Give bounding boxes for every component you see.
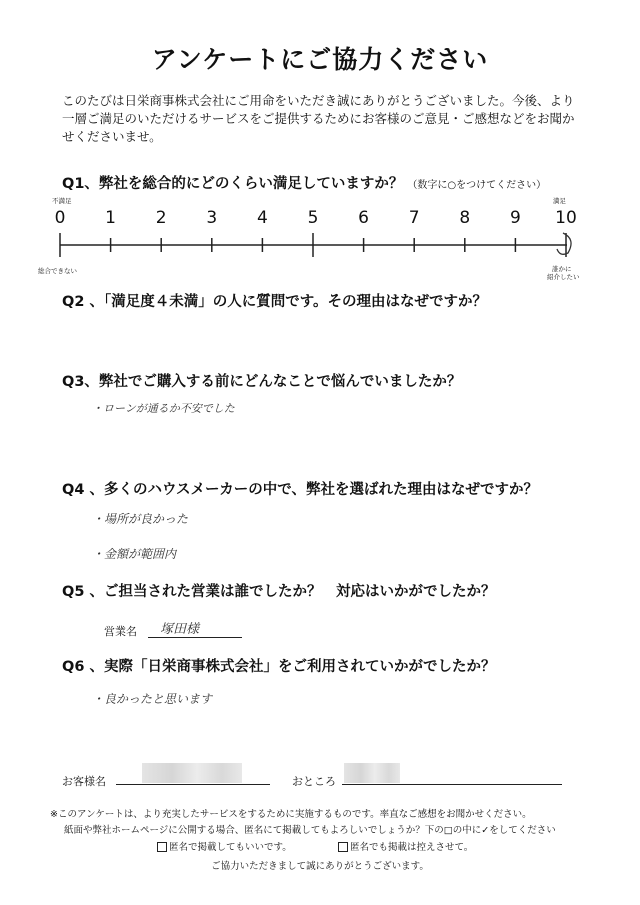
customer-name-label: お客様名 (62, 775, 106, 788)
q4-answer-1: ・場所が良かった (92, 512, 189, 526)
q4-answer-2: ・金額が範囲内 (92, 547, 177, 561)
scale-number-5[interactable]: 5 (307, 208, 319, 228)
q6-answer: ・良かったと思います (92, 692, 213, 706)
satisfaction-scale (0, 225, 640, 265)
intro-text: このたびは日栄商事株式会社にご用命をいただき誠にありがとうございました。今後、より一層ご満足のいただけるサービスをご提供するためにお客様のご意見・ご感想などをお聞かせくださいませ。 (62, 93, 575, 144)
thank-you-text: ご協力いただきまして誠にありがとうございます。 (211, 861, 429, 872)
scale-label-not-satisfied: 総合できない (38, 267, 77, 275)
address-redacted (344, 763, 400, 783)
scale-label-recommend-1: 誰かに (552, 265, 572, 273)
q5-heading: Q5 、ご担当された営業は誰でしたか？ 対応はいかがでしたか？ (62, 584, 496, 600)
scale-number-9[interactable]: 9 (509, 208, 521, 228)
scale-number-10[interactable]: 10 (555, 208, 577, 228)
q1-text: Q1、弊社を総合的にどのくらい満足していますか？ (62, 176, 404, 192)
selected-circle-mark (557, 233, 571, 254)
q2-heading: Q2 、「満足度４未満」の人に質問です。その理由はなぜですか？ (62, 294, 488, 310)
q4-heading: Q4 、多くのハウスメーカーの中で、弊社を選ばれた理由はなぜですか？ (62, 482, 538, 498)
scale-number-1[interactable]: 1 (105, 208, 116, 228)
scale-label-dissatisfied: 不満足 (52, 197, 72, 205)
scale-label-satisfied: 満足 (553, 197, 566, 205)
scale-number-6[interactable]: 6 (358, 208, 369, 228)
footer-consent-question: 紙面や弊社ホームページに公開する場合、匿名にて掲載してもよろしいでしょうか？下の□の中に✓をしてください (64, 825, 556, 836)
q3-answer: ・ローンが通るか不安でした (92, 402, 235, 415)
anonymous-decline-option[interactable] (338, 839, 473, 853)
anonymous-ok-option[interactable] (157, 839, 292, 853)
anonymous-ok-label: 匿名で掲載してもいいです。 (169, 842, 292, 853)
scale-number-4[interactable]: 4 (256, 208, 268, 228)
customer-name-redacted (142, 763, 242, 783)
footer-note: ※このアンケートは、より充実したサービスをするために実施するものです。率直なご感想をお聞かせください。 (50, 809, 532, 820)
scale-number-0[interactable]: 0 (54, 208, 66, 228)
q1-note: （数字に○をつけてください） (407, 180, 547, 191)
sales-rep-label: 営業名 (104, 625, 137, 638)
q6-heading: Q6 、実際「日栄商事株式会社」をご利用されていかがでしたか？ (62, 659, 496, 675)
scale-number-7[interactable]: 7 (408, 208, 420, 228)
q3-heading: Q3、弊社でご購入する前にどんなことで悩んでいましたか？ (62, 374, 462, 390)
customer-name-underline (116, 784, 270, 785)
q1-heading (62, 172, 546, 193)
address-underline (342, 784, 562, 785)
sales-rep-underline (148, 637, 242, 638)
survey-title: アンケートにご協力ください (151, 45, 489, 74)
scale-number-2[interactable]: 2 (155, 208, 167, 228)
anonymous-decline-label: 匿名でも掲載は控えさせて。 (350, 842, 474, 853)
scale-number-3[interactable]: 3 (206, 208, 218, 228)
scale-number-8[interactable]: 8 (459, 208, 471, 228)
anonymous-ok-checkbox[interactable] (157, 842, 167, 852)
sales-rep-value: 塚田様 (160, 622, 200, 637)
scale-label-recommend-2: 紹介したい (547, 273, 580, 281)
anonymous-decline-checkbox[interactable] (338, 842, 348, 852)
address-label: おところ (292, 775, 336, 788)
